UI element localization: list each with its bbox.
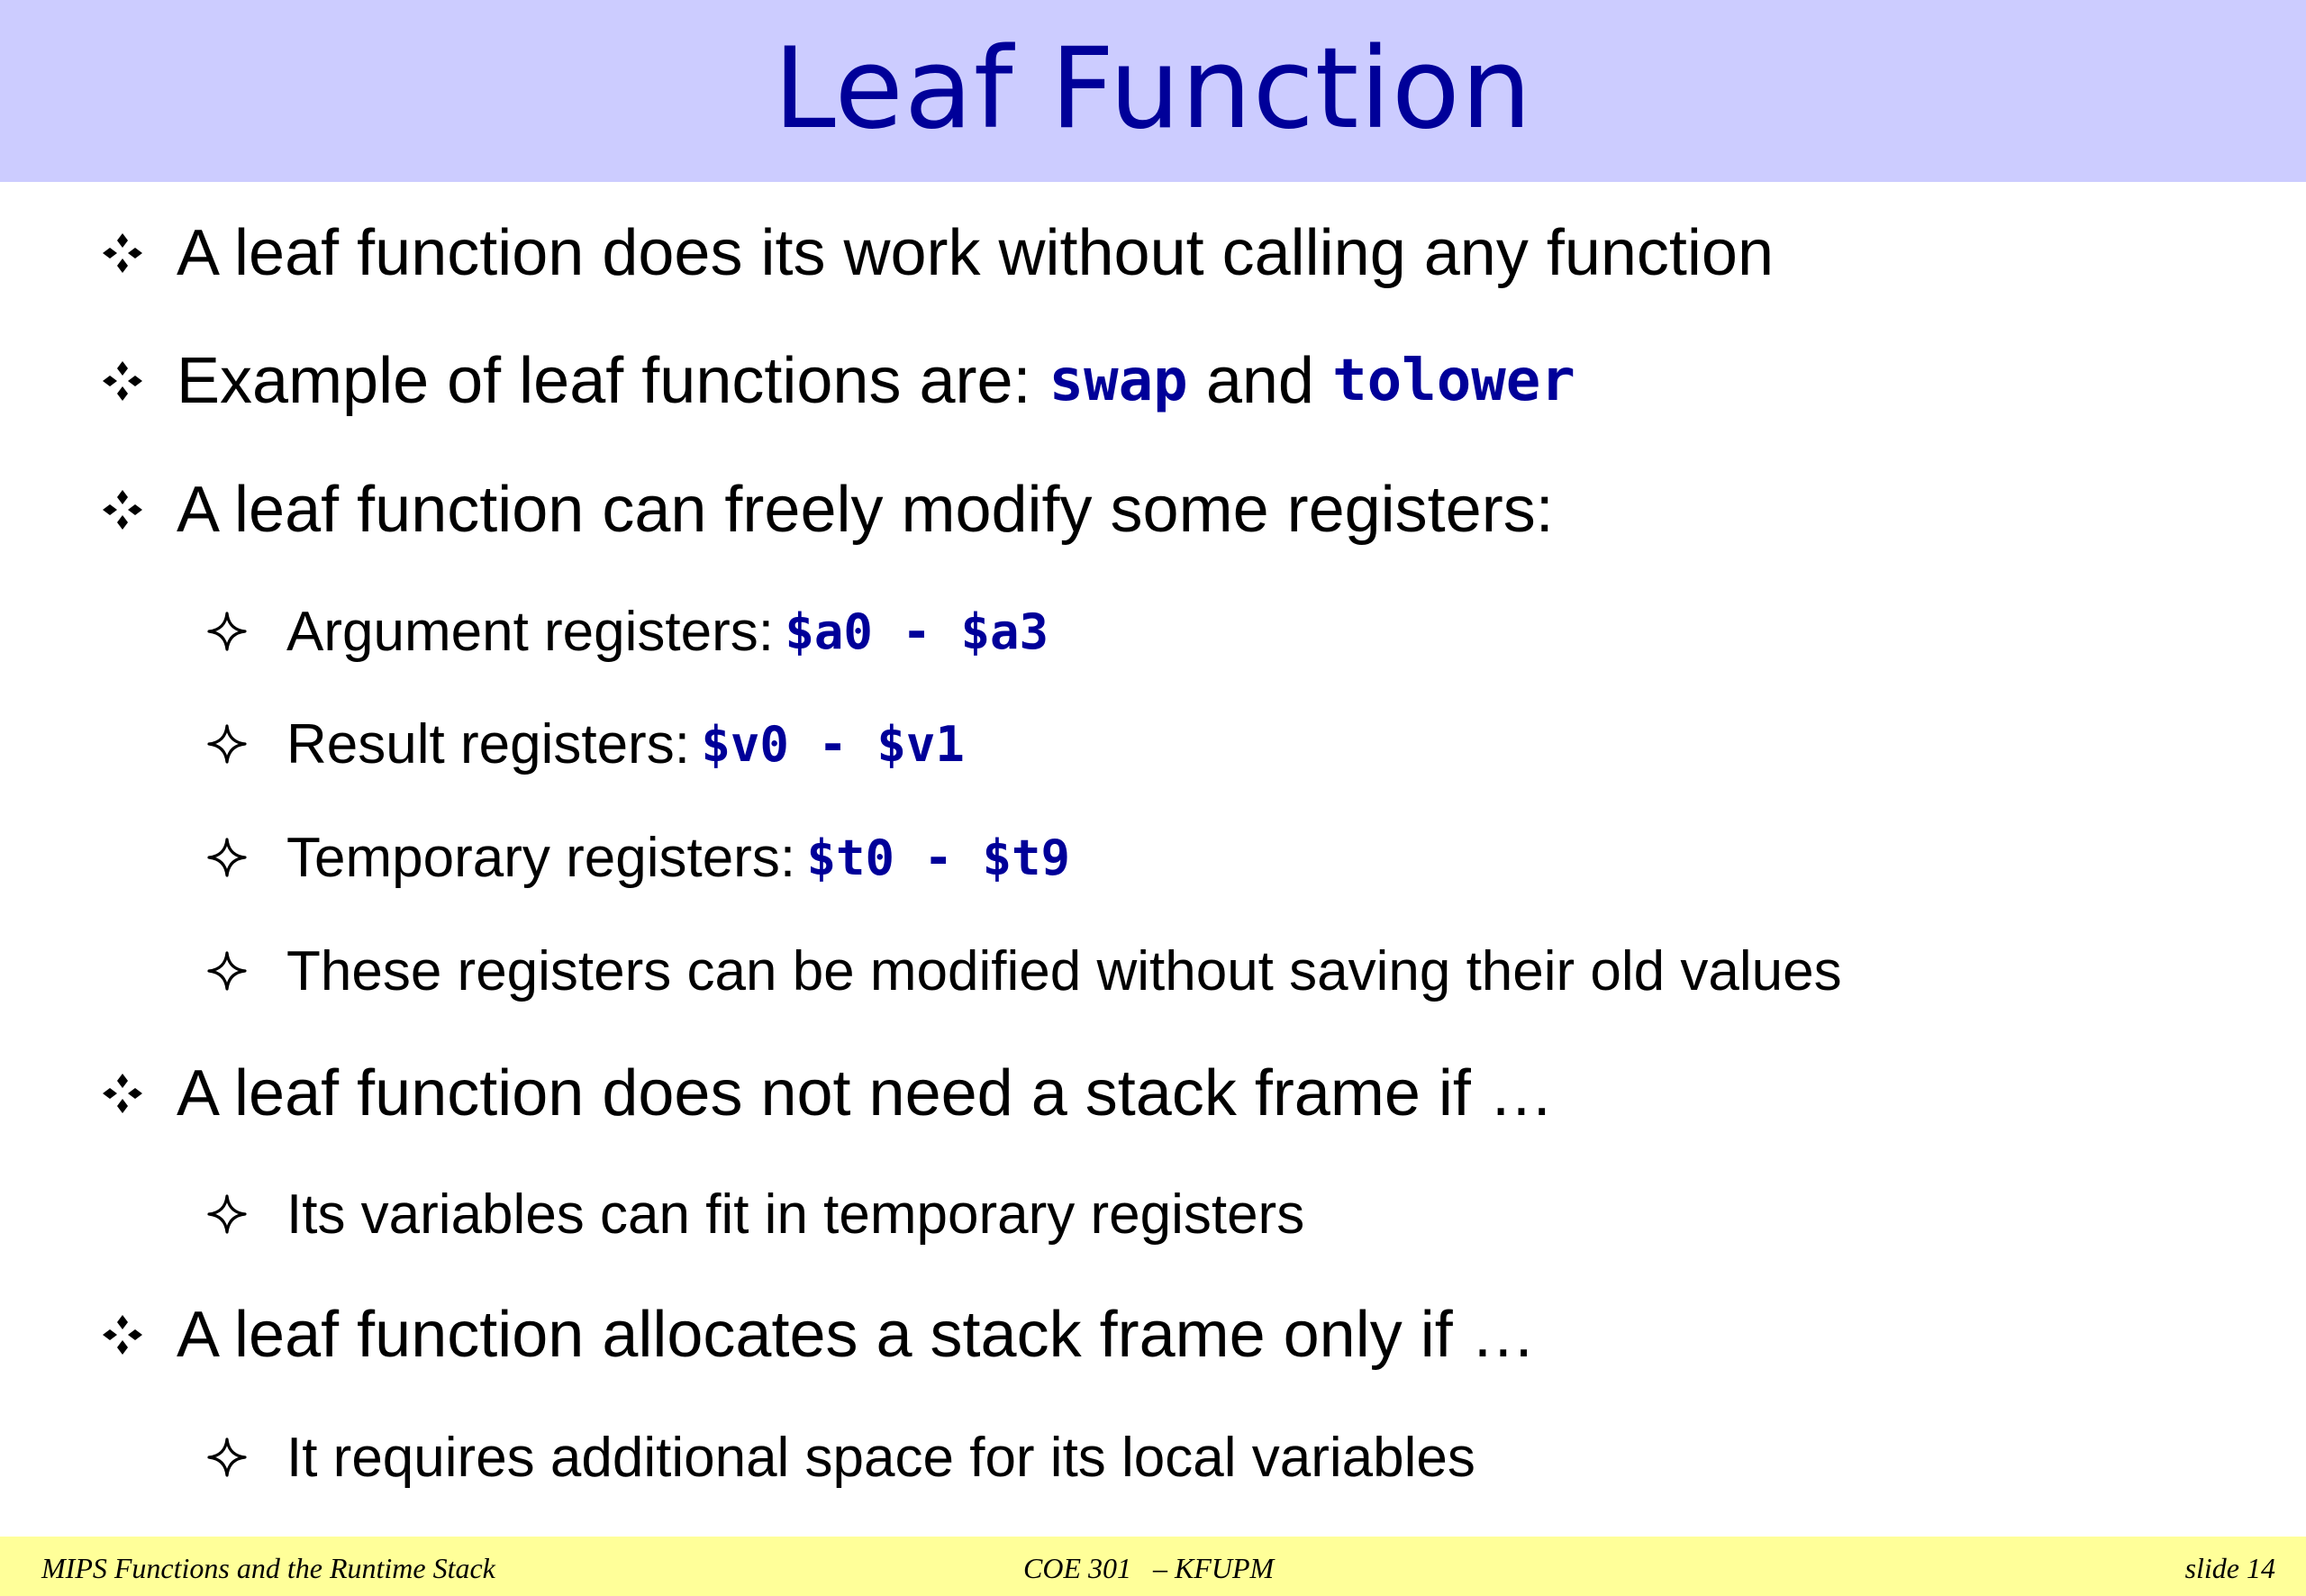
four-pointed-star-outline-icon — [207, 1437, 247, 1477]
four-diamond-icon — [101, 1072, 144, 1115]
sub-bullet-result — [207, 708, 965, 780]
code-tolower: tolower — [1332, 348, 1575, 414]
bullet-4-text: A leaf function does not need a stack frame if … — [177, 1057, 1554, 1129]
footer-course-name: COE 301 – KFUPM — [1023, 1552, 1275, 1584]
sub-bullet-label: Argument registers: — [286, 600, 774, 663]
code-args: $a0 - $a3 — [785, 603, 1049, 660]
sub-bullet-label: Temporary registers: — [286, 826, 796, 889]
four-pointed-star-outline-icon — [207, 612, 247, 651]
footer-course-topic: MIPS Functions and the Runtime Stack — [41, 1552, 495, 1584]
sub-bullet-variables-fit — [207, 1178, 1304, 1250]
bullet-5-text: A leaf function allocates a stack frame only if … — [177, 1299, 1536, 1371]
four-pointed-star-outline-icon — [207, 951, 247, 991]
title-bar — [0, 0, 2306, 182]
four-diamond-icon — [101, 488, 144, 531]
bullet-2-and: and — [1205, 345, 1314, 417]
four-pointed-star-outline-icon — [207, 838, 247, 877]
bullet-2 — [101, 340, 1575, 422]
footer-bar — [0, 1537, 2306, 1596]
sub-bullet-additional-space — [207, 1421, 1475, 1493]
four-diamond-icon — [101, 359, 144, 403]
sub-bullet-label: It requires additional space for its local variables — [286, 1426, 1475, 1489]
bullet-1 — [101, 213, 1774, 294]
bullet-3-text: A leaf function can freely modify some registers: — [177, 474, 1554, 546]
code-results: $v0 - $v1 — [701, 715, 965, 773]
code-swap: swap — [1049, 348, 1188, 414]
code-temps: $t0 - $t9 — [806, 829, 1071, 886]
sub-bullet-label: Its variables can fit in temporary registers — [286, 1183, 1305, 1246]
four-diamond-icon — [101, 231, 144, 275]
slide-title: Leaf Function — [773, 24, 1533, 154]
bullet-5 — [101, 1294, 1536, 1375]
four-diamond-icon — [101, 1313, 144, 1356]
bullet-2-prefix: Example of leaf functions are: — [177, 345, 1049, 417]
sub-bullet-argument — [207, 595, 1049, 667]
footer-slide-number: slide 14 — [2184, 1552, 2275, 1584]
four-pointed-star-outline-icon — [207, 724, 247, 764]
sub-bullet-temporary — [207, 821, 1070, 893]
bullet-3 — [101, 469, 1554, 550]
sub-bullet-label: Result registers: — [286, 712, 690, 775]
sub-bullet-modified — [207, 935, 1842, 1007]
sub-bullet-label: These registers can be modified without saving their old values — [286, 939, 1842, 1002]
bullet-1-text: A leaf function does its work without calling any function — [177, 217, 1774, 289]
bullet-4 — [101, 1053, 1554, 1134]
four-pointed-star-outline-icon — [207, 1194, 247, 1234]
